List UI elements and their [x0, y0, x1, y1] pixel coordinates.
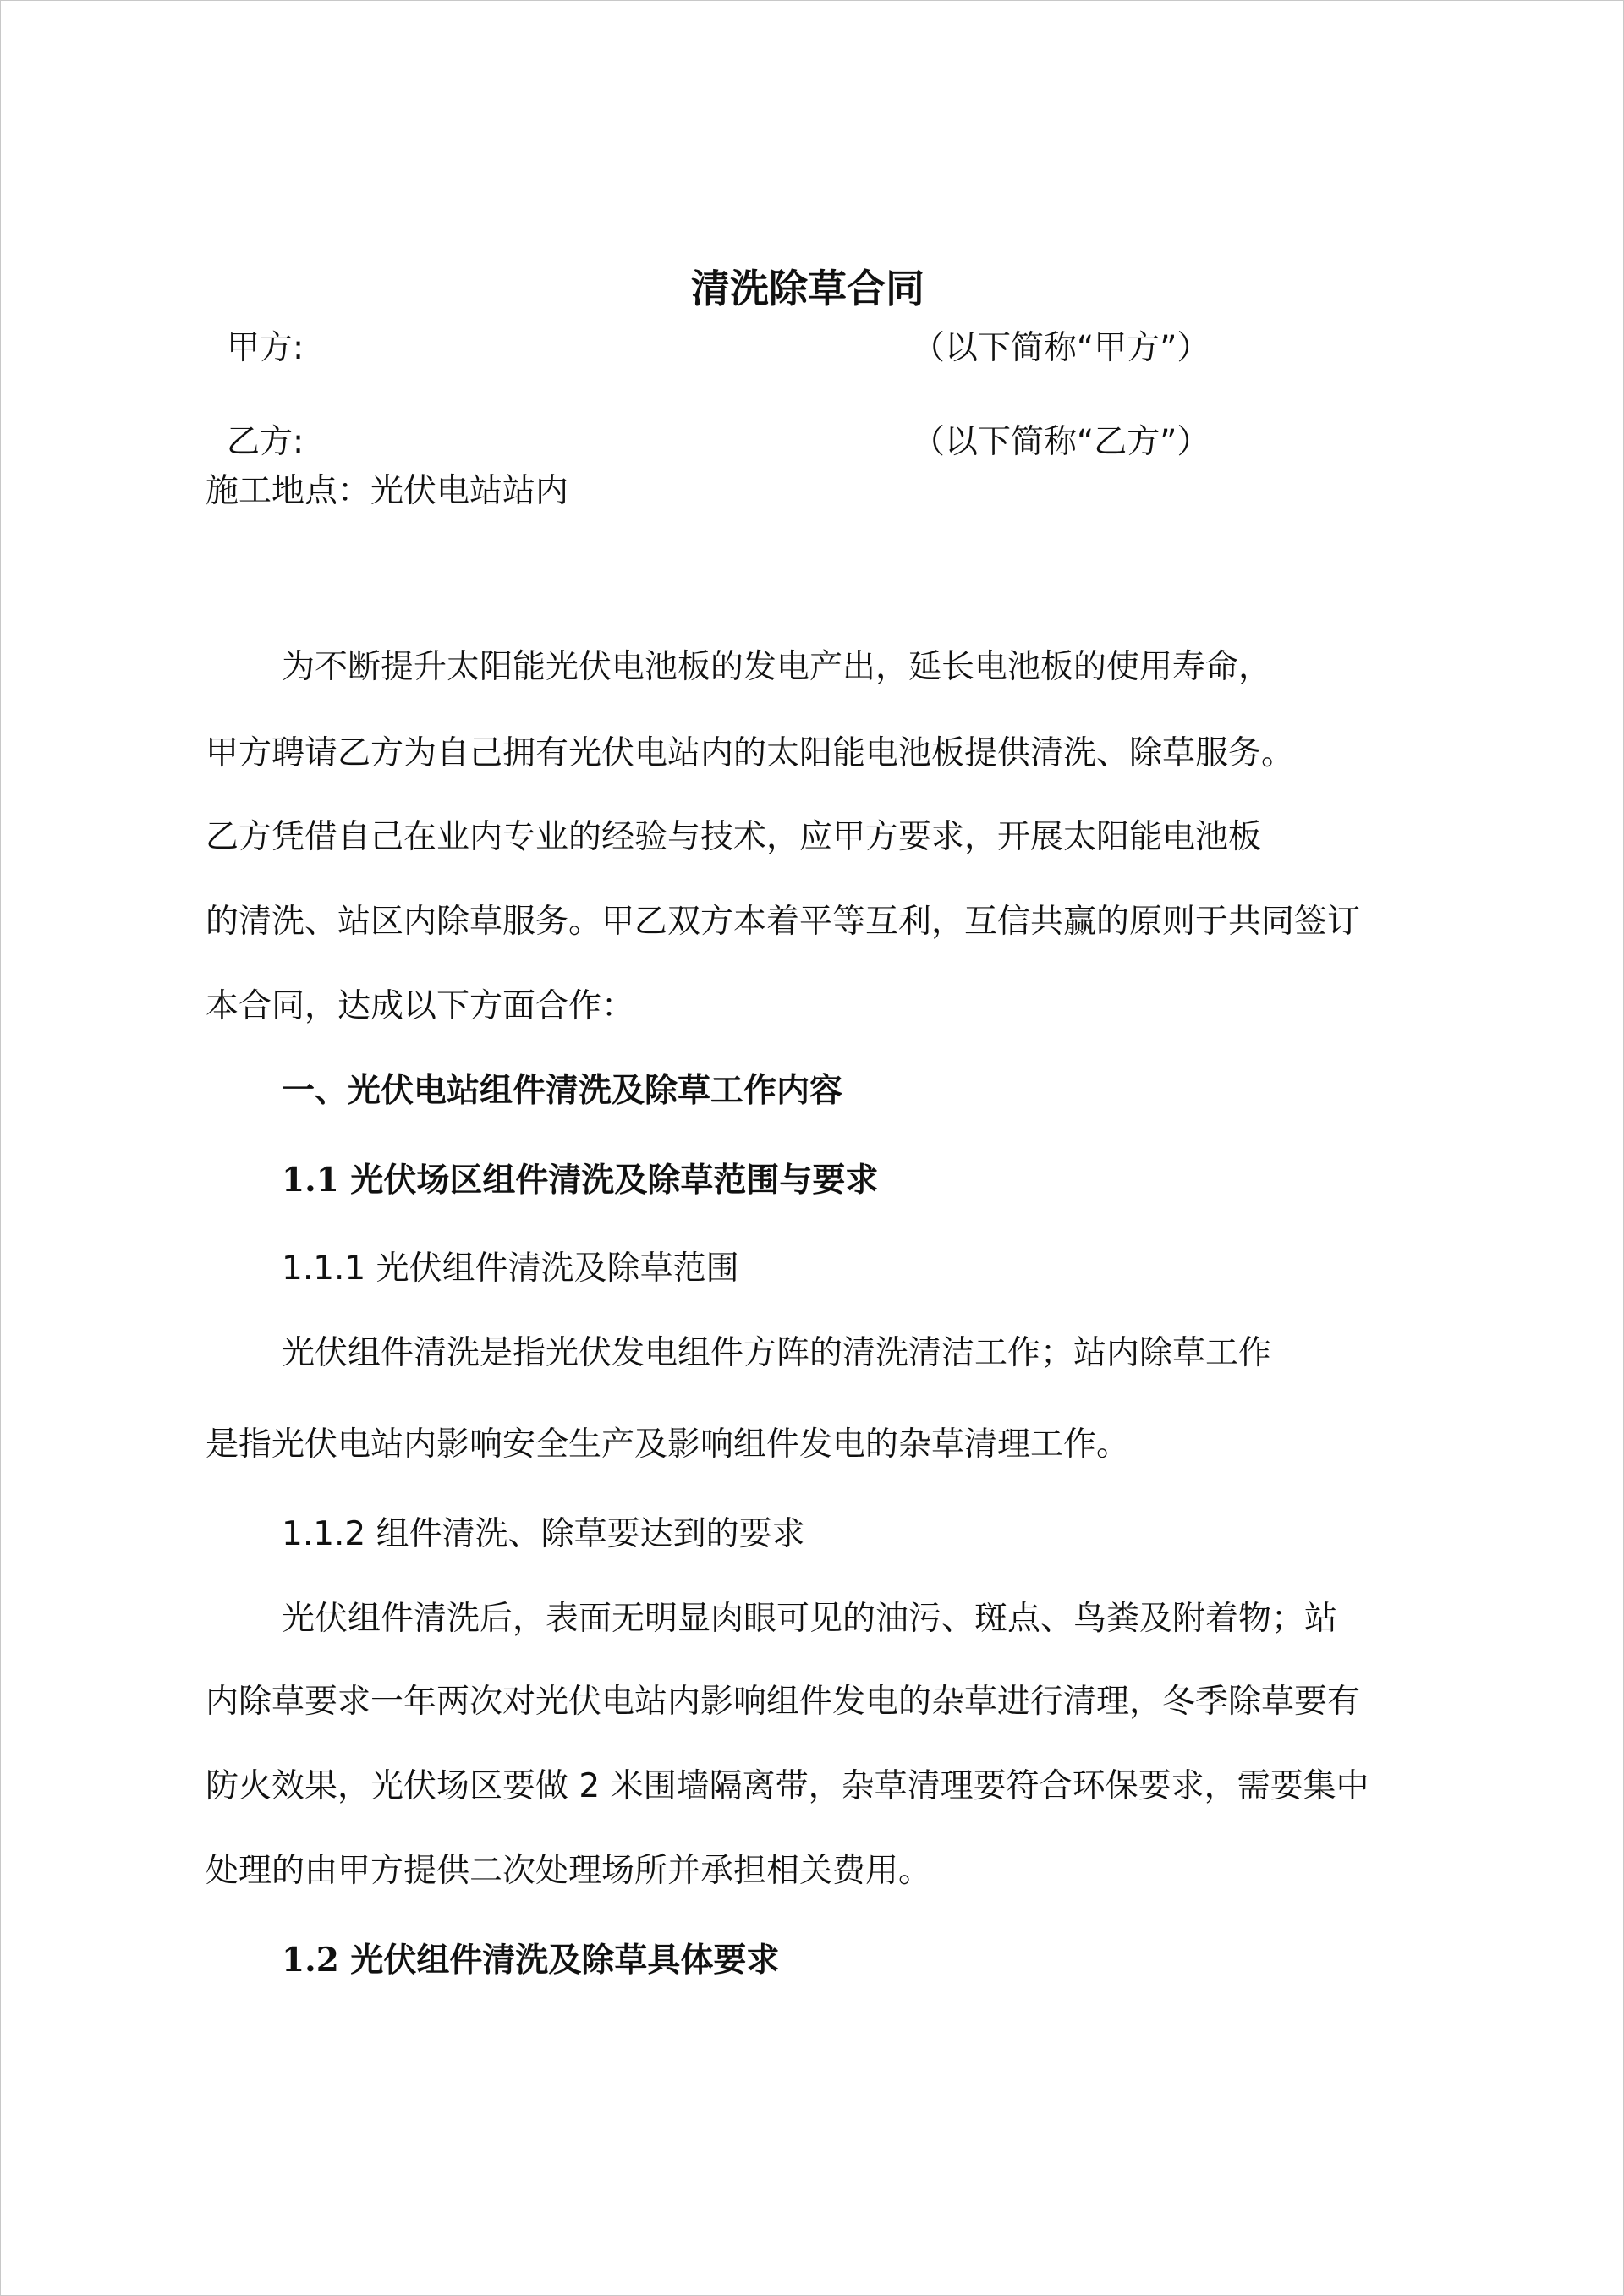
party-b-label: 乙方:	[227, 423, 304, 461]
document-title: 清洗除草合同	[691, 266, 924, 311]
intro-line-5: 本合同，达成以下方面合作：	[206, 987, 635, 1025]
subsection-1-1-2-line-4: 处理的由甲方提供二次处理场所并承担相关费用。	[206, 1852, 932, 1890]
construction-site: 施工地点：光伏电站站内	[206, 472, 569, 510]
section-1-heading: 一、光伏电站组件清洗及除草工作内容	[282, 1071, 843, 1110]
subsection-1-1-1-heading: 1.1.1 光伏组件清洗及除草范围	[282, 1250, 739, 1288]
subsection-1-1-1-line-1: 光伏组件清洗是指光伏发电组件方阵的清洗清洁工作；站内除草工作	[282, 1334, 1272, 1372]
subsection-1-1-2-line-2: 内除草要求一年两次对光伏电站内影响组件发电的杂草进行清理，冬季除草要有	[206, 1683, 1361, 1721]
subsection-1-1-heading: 1.1 光伏场区组件清洗及除草范围与要求	[282, 1161, 879, 1200]
subsection-1-1-1-line-2: 是指光伏电站内影响安全生产及影响组件发电的杂草清理工作。	[206, 1425, 1130, 1464]
subsection-1-1-2-line-1: 光伏组件清洗后，表面无明显肉眼可见的油污、斑点、鸟粪及附着物；站	[282, 1600, 1338, 1638]
party-b-alias: （以下简称“乙方”）	[912, 423, 1210, 461]
subsection-1-2-heading: 1.2 光伏组件清洗及除草具体要求	[282, 1941, 780, 1980]
intro-line-4: 的清洗、站区内除草服务。甲乙双方本着平等互利，互信共赢的原则于共同签订	[206, 903, 1361, 941]
intro-line-1: 为不断提升太阳能光伏电池板的发电产出，延长电池板的使用寿命，	[282, 648, 1272, 686]
intro-line-2: 甲方聘请乙方为自己拥有光伏电站内的太阳能电池板提供清洗、除草服务。	[206, 734, 1295, 772]
subsection-1-1-2-line-3: 防火效果，光伏场区要做 2 米围墙隔离带，杂草清理要符合环保要求，需要集中	[206, 1767, 1369, 1805]
party-a-label: 甲方:	[227, 329, 304, 367]
intro-line-3: 乙方凭借自己在业内专业的经验与技术，应甲方要求，开展太阳能电池板	[206, 818, 1262, 856]
party-a-alias: （以下简称“甲方”）	[912, 329, 1210, 367]
subsection-1-1-2-heading: 1.1.2 组件清洗、除草要达到的要求	[282, 1515, 805, 1553]
